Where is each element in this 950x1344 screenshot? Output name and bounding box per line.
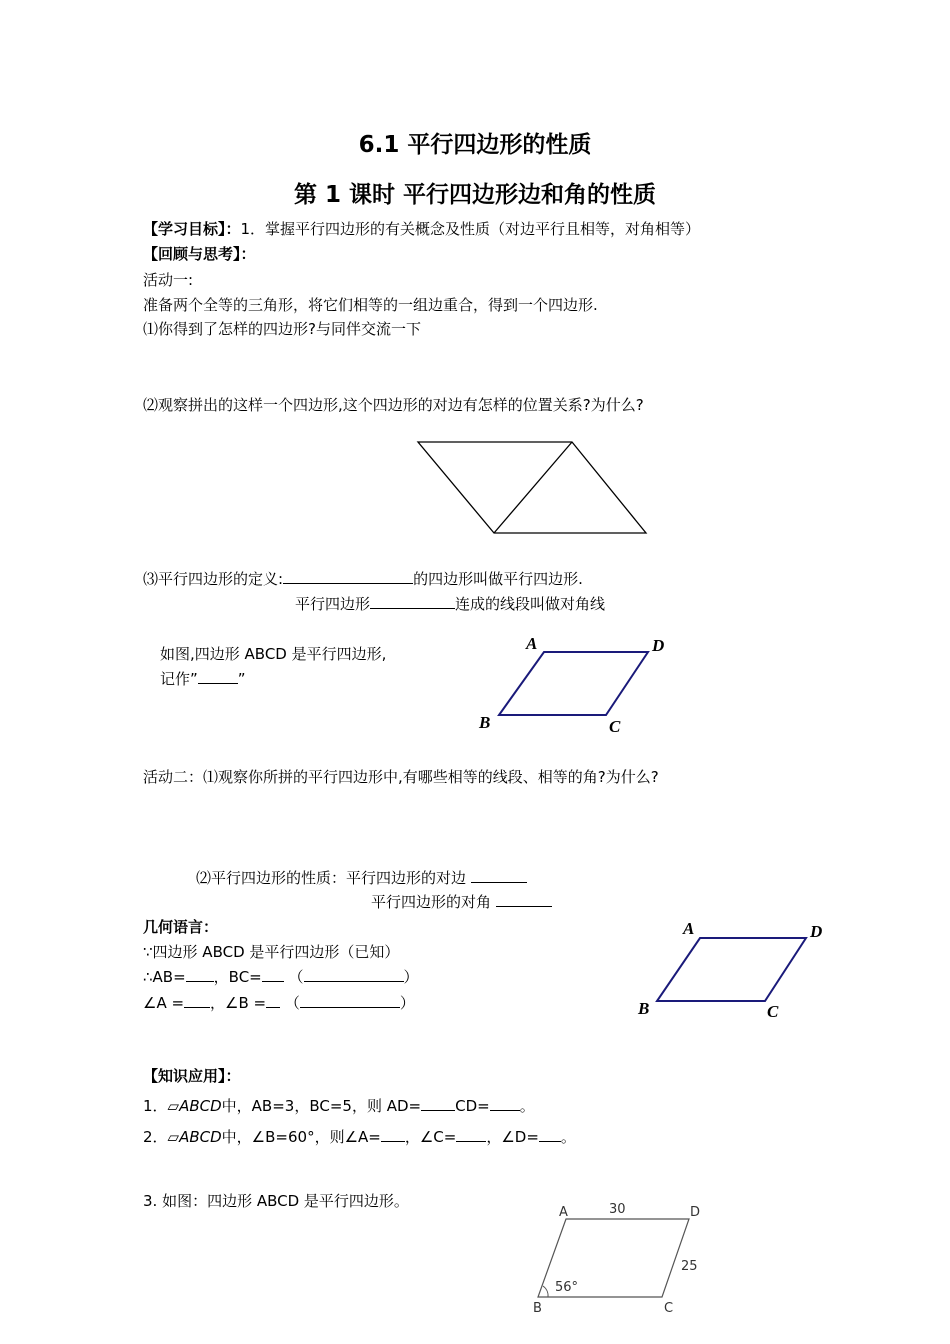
notation-suffix: ” — [237, 670, 246, 688]
fig3-side-right: 25 — [681, 1259, 698, 1274]
objective-label: 【学习目标】： — [143, 220, 241, 238]
fig2-label-c: C — [767, 1002, 779, 1021]
property-2-text: 平行四边形的对角 — [371, 893, 492, 911]
app1-text: 中，AB=3，BC=5，则 AD= — [221, 1097, 422, 1115]
activity1-label: 活动一: — [143, 271, 194, 289]
fig1-label-b: B — [479, 713, 491, 732]
geo3-close: ） — [399, 994, 415, 1012]
fig3-label-a: A — [559, 1205, 568, 1220]
app2-end: 。 — [560, 1128, 576, 1146]
definition-prefix: ⑶平行四边形的定义: — [143, 570, 284, 588]
fig1-label-a: A — [526, 634, 538, 653]
app2-abcd: ABCD — [179, 1128, 222, 1146]
app1-abcd: ABCD — [179, 1097, 222, 1115]
geometry-label: 几何语言： — [143, 918, 219, 936]
diagonal-suffix: 连成的线段叫做对角线 — [455, 595, 606, 613]
review-label: 【回顾与思考】： — [143, 245, 256, 263]
fig3-angle: 56° — [555, 1280, 579, 1295]
page-title: 6.1 平行四边形的性质 — [358, 132, 592, 158]
objective-text: 1．掌握平行四边形的有关概念及性质（对边平行且相等，对角相等） — [240, 220, 701, 238]
fig3-label-c: C — [664, 1301, 674, 1316]
geo3-open: （ — [284, 994, 300, 1012]
fig2-label-d: D — [810, 922, 823, 941]
application-label: 【知识应用】： — [143, 1067, 241, 1085]
app2-num: 2．▱ — [143, 1128, 180, 1146]
app1-end: 。 — [519, 1097, 535, 1115]
app2-d: ，∠D= — [486, 1128, 539, 1146]
app1-num: 1．▱ — [143, 1097, 180, 1115]
fig1-label-c: C — [609, 717, 621, 736]
angle-arc — [543, 1286, 548, 1297]
geo2-bc: ，BC= — [213, 968, 262, 986]
geo3-b: ，∠B = — [210, 994, 267, 1012]
fig2-label-a: A — [683, 919, 695, 938]
notation-prefix: 记作” — [160, 670, 198, 688]
diagonal-prefix: 平行四边形 — [295, 595, 371, 613]
geo2-open: （ — [288, 968, 304, 986]
page-subtitle: 第 1 课时 平行四边形边和角的性质 — [293, 182, 657, 208]
question-1: ⑴你得到了怎样的四边形?与同伴交流一下 — [143, 320, 421, 338]
question-2: ⑵观察拼出的这样一个四边形,这个四边形的对边有怎样的位置关系?为什么? — [143, 396, 644, 414]
property-1-text: ⑵平行四边形的性质：平行四边形的对边 — [196, 869, 467, 887]
app2-c: ，∠C= — [404, 1128, 457, 1146]
geo3-a: ∠A = — [143, 994, 185, 1012]
app2-text: 中，∠B=60°，则∠A= — [221, 1128, 381, 1146]
activity2-text: 活动二：⑴观察你所拼的平行四边形中,有哪些相等的线段、相等的角?为什么? — [143, 768, 659, 786]
geo2-ab: ∴AB= — [143, 968, 186, 986]
fig3-label-b: B — [533, 1301, 542, 1316]
geometry-line-1: ∵四边形 ABCD 是平行四边形（已知） — [143, 943, 400, 961]
fig1-label-d: D — [652, 636, 665, 655]
definition-suffix: 的四边形叫做平行四边形. — [413, 570, 583, 588]
fig2-label-b: B — [638, 999, 650, 1018]
application-3: 3. 如图：四边形 ABCD 是平行四边形。 — [143, 1192, 409, 1210]
activity1-text: 准备两个全等的三角形，将它们相等的一组边重合，得到一个四边形. — [143, 296, 598, 314]
fig3-side-top: 30 — [609, 1202, 626, 1217]
figure-text-1: 如图,四边形 ABCD 是平行四边形, — [160, 645, 387, 663]
geo2-close: ） — [403, 968, 419, 986]
app1-cd: CD= — [455, 1097, 490, 1115]
fig3-label-d: D — [690, 1205, 701, 1220]
